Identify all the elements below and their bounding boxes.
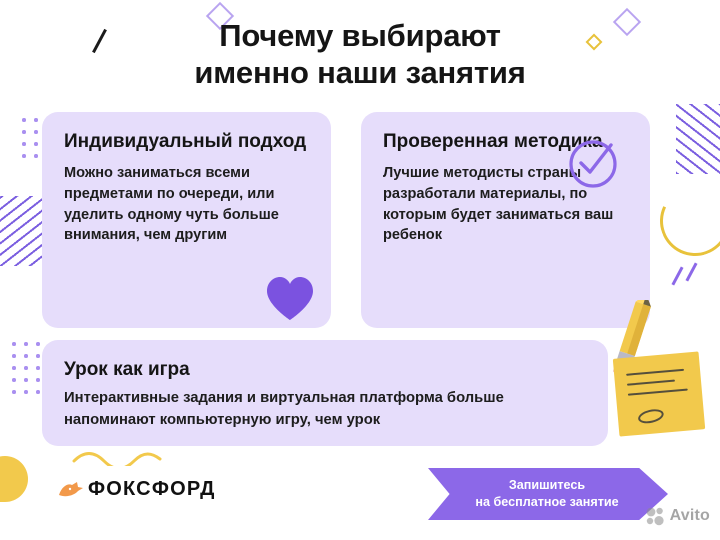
watermark (645, 506, 710, 526)
card-lesson-as-game (42, 340, 608, 446)
card-method-heading: Проверенная методика (383, 131, 603, 152)
hatch-lines-decoration (0, 196, 46, 266)
card-method-body: Лучшие методисты страны разработали материалы, по которым будет заниматься ваш ребенок (383, 165, 614, 244)
cta-banner[interactable] (428, 468, 668, 520)
cta-line2: на бесплатное занятие (475, 495, 619, 509)
check-circle-icon (566, 136, 620, 190)
dot-grid-decoration (12, 342, 43, 397)
avito-logo-icon (645, 506, 665, 526)
page-title (0, 18, 720, 91)
cta-line1: Запишитесь (508, 478, 586, 492)
card-game-heading: Урок как игра (64, 359, 190, 380)
sticky-note-decoration (613, 351, 705, 436)
slash-mark-icon (685, 262, 697, 281)
heart-icon (265, 276, 315, 322)
fox-icon (58, 482, 84, 498)
wave-line-decoration (72, 452, 162, 466)
slash-mark-icon (671, 266, 683, 285)
card-individual-heading: Индивидуальный подход (64, 131, 307, 152)
page-title-line1: Почему выбирают (219, 18, 501, 53)
page-title-line2: именно наши занятия (194, 54, 526, 90)
brand-logo (58, 478, 216, 501)
card-individual-body: Можно заниматься всеми предметами по очереди, или уделить одному чуть больше внимания, чем другим (64, 165, 279, 244)
card-game-body: Интерактивные задания и виртуальная платформа больше напоминают компьютерную игру, чем урок (64, 390, 504, 428)
blob-decoration (0, 456, 28, 502)
cta-banner-text (454, 477, 640, 511)
hatch-lines-decoration (676, 104, 720, 174)
watermark-text: Avito (669, 507, 710, 524)
brand-logo-text: ФОКСФОРД (88, 478, 216, 500)
arc-decoration (650, 176, 720, 266)
